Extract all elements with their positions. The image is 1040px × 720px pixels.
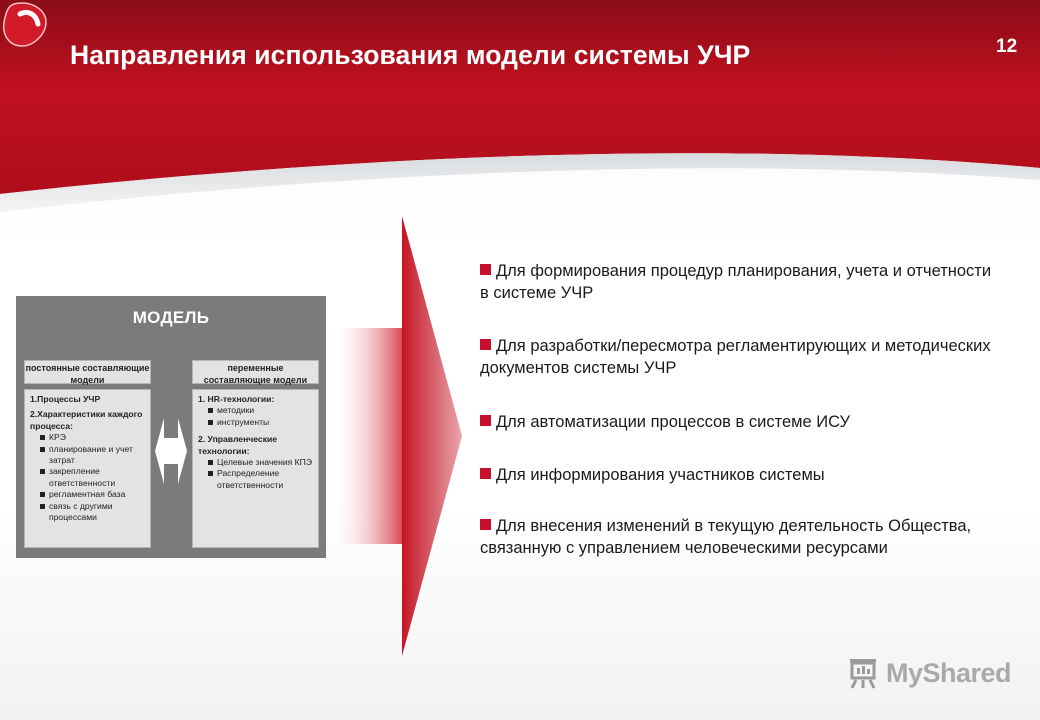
constant-subitem-text: связь с другими процессами (49, 500, 113, 523)
variable-components-header-text: переменные составляющие модели (203, 363, 308, 385)
list-item-text: Для информирования участников системы (496, 466, 825, 484)
square-bullet-icon (208, 471, 213, 476)
header-band (0, 0, 1040, 215)
square-bullet-icon (40, 435, 45, 440)
variable-subitem-text: Распределение ответственности (217, 468, 284, 490)
square-bullet-icon (40, 469, 45, 474)
square-bullet-icon (40, 447, 45, 452)
variable-subitem (198, 417, 313, 428)
square-bullet-icon (480, 339, 491, 350)
variable-components-body (192, 389, 319, 548)
variable-subitem-text: Целевые значения КПЭ (217, 457, 313, 468)
square-bullet-icon (40, 504, 45, 509)
constant-subitem-text: планирование и учет затрат (49, 443, 133, 466)
square-bullet-icon (480, 264, 491, 275)
square-bullet-icon (480, 519, 491, 530)
square-bullet-icon (208, 420, 213, 425)
watermark-text: MyShared (886, 657, 1012, 688)
presentation-board-icon (846, 656, 880, 690)
slide-number: 12 (996, 36, 1018, 57)
watermark (846, 656, 1011, 690)
header-background (0, 0, 1040, 215)
constant-subitem (30, 466, 145, 489)
square-bullet-icon (40, 492, 45, 497)
variable-subitem (198, 468, 313, 491)
constant-subitem (30, 501, 145, 524)
square-bullet-icon (480, 468, 491, 479)
list-item (480, 260, 1000, 304)
constant-subitem (30, 444, 145, 467)
company-logo-icon (0, 0, 50, 50)
constant-subitem (30, 432, 145, 443)
constant-item-2: 2.Характеристики каждого процесса: (30, 409, 143, 431)
variable-subitem-text: инструменты (217, 416, 270, 427)
constant-components-body (24, 389, 151, 548)
list-item-text: Для внесения изменений в текущую деятельность Общества, связанную с управлением человеческими ресурсами (480, 517, 972, 557)
list-item-text: Для формирования процедур планирования, учета и отчетности в системе УЧР (480, 262, 992, 302)
square-bullet-icon (480, 415, 491, 426)
constant-item-1: 1.Процессы УЧР (30, 394, 101, 404)
square-bullet-icon (208, 460, 213, 465)
list-item-text: Для автоматизации процессов в системе ИСУ (496, 413, 850, 431)
variable-components-header (192, 360, 319, 384)
variable-item-1: 1. HR-технологии: (198, 394, 275, 404)
list-item (480, 515, 1000, 559)
model-title: МОДЕЛЬ (132, 308, 210, 327)
double-arrow-icon (155, 418, 187, 484)
variable-subitem (198, 457, 313, 468)
constant-components-header (24, 360, 151, 384)
constant-subitem-text: регламентная база (49, 489, 126, 500)
list-item (480, 464, 1000, 486)
slide-title: Направления использования модели системы УЧР (70, 40, 751, 70)
constant-components-header-text: постоянные составляющие модели (25, 363, 150, 385)
square-bullet-icon (208, 408, 213, 413)
variable-item-2: 2. Управленческие технологии: (198, 434, 278, 456)
constant-subitem-text: КРЭ (49, 432, 66, 443)
variable-subitem (198, 405, 313, 416)
list-item-text: Для разработки/пересмотра регламентирующих и методических документов системы УЧР (480, 337, 991, 377)
list-item (480, 411, 1000, 433)
variable-subitem-text: методики (217, 405, 255, 416)
constant-subitem (30, 489, 145, 500)
big-right-arrow-icon (330, 216, 470, 656)
constant-subitem-text: закрепление ответственности (49, 466, 116, 488)
list-item (480, 335, 1000, 379)
